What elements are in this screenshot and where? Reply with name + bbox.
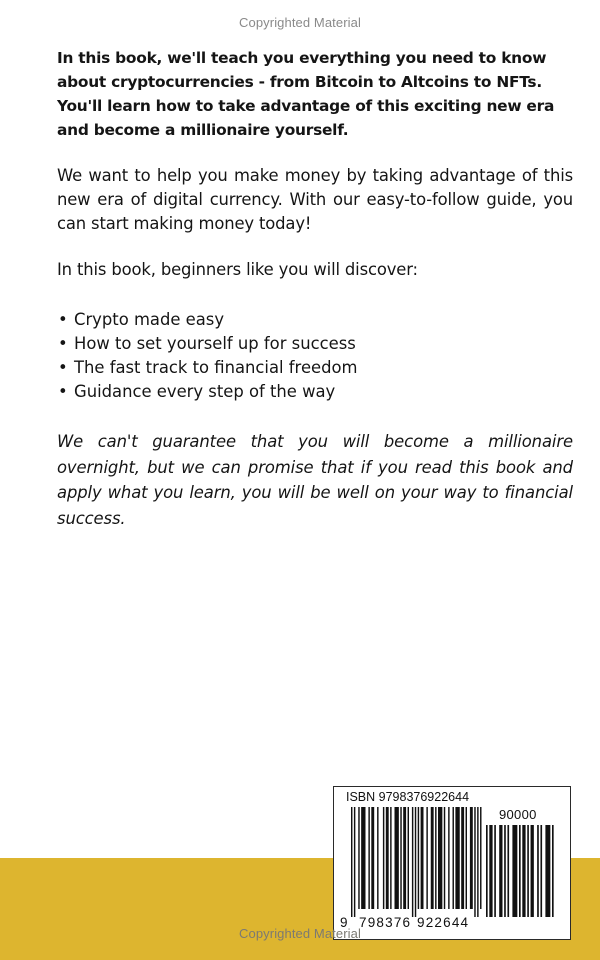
barcode-bar <box>466 807 467 909</box>
discover-paragraph: In this book, beginners like you will discover: <box>57 260 418 279</box>
barcode-bar <box>552 825 554 917</box>
help-paragraph: We want to help you make money by taking advantage of this new era of digital currency. With our easy-to-follow guide, you can start making money today! <box>57 166 573 233</box>
barcode-bar <box>512 825 517 917</box>
barcode-bar <box>474 807 475 917</box>
barcode-bar <box>361 807 365 909</box>
barcode-right-digits: 922644 <box>417 915 470 930</box>
blurb-content <box>57 46 573 531</box>
barcode-bar <box>507 825 509 917</box>
barcode-bar <box>421 807 424 909</box>
barcode-bar <box>431 807 434 909</box>
barcode-bar <box>426 807 427 909</box>
barcode-bar <box>354 807 355 917</box>
price-code: 90000 <box>499 807 537 822</box>
barcode-bar <box>480 807 481 909</box>
barcode-bar <box>444 807 445 909</box>
barcode-bar <box>504 825 506 917</box>
bullet-icon: • <box>58 334 68 353</box>
barcode-bar <box>477 807 478 917</box>
barcode-bar <box>531 825 534 917</box>
barcode-bar <box>448 807 449 909</box>
barcode-bar <box>545 825 550 917</box>
barcode-bar <box>415 807 416 917</box>
list-item: • Guidance every step of the way <box>57 380 573 404</box>
benefit-list <box>57 308 573 404</box>
intro-paragraph: In this book, we'll teach you everything you need to know about cryptocurrencies - from Bitcoin to Altcoins to NFTs. You'll learn how to take advantage of this exciting new era and become a millionaire yourself. <box>57 49 555 139</box>
barcode-bar <box>351 807 352 917</box>
list-item: • How to set yourself up for success <box>57 332 573 356</box>
barcode-bar <box>494 825 496 917</box>
barcode-bar <box>400 807 401 909</box>
closing-paragraph: We can't guarantee that you will become a millionaire overnight, but we can promise that if you read this book and apply what you learn, you will be well on your way to financial success. <box>57 432 573 528</box>
barcode-bar <box>412 807 413 917</box>
barcode-bar <box>486 825 488 917</box>
barcode-bar <box>453 807 454 909</box>
isbn-number: ISBN 9798376922644 <box>346 790 470 804</box>
barcode-bar <box>358 807 359 909</box>
copyright-watermark-top: Copyrighted Material <box>239 15 361 30</box>
barcode-bar <box>519 825 521 917</box>
barcode-left-digits: 798376 <box>359 915 412 930</box>
barcode-bar <box>390 807 391 909</box>
bullet-icon: • <box>58 382 68 401</box>
isbn-barcode <box>333 786 571 940</box>
barcode-bar <box>383 807 384 909</box>
bullet-icon: • <box>58 358 68 377</box>
barcode-bar <box>499 825 502 917</box>
barcode-bar <box>461 807 464 909</box>
addon-barcode-bars <box>486 825 558 917</box>
barcode-bar <box>489 825 492 917</box>
barcode-bar <box>438 807 442 909</box>
bullet-icon: • <box>58 310 68 329</box>
copyright-watermark-bottom: Copyrighted Material <box>239 926 361 941</box>
barcode-bar <box>470 807 473 909</box>
barcode-bar <box>403 807 406 909</box>
barcode-bar <box>527 825 529 917</box>
list-item: • Crypto made easy <box>57 308 573 332</box>
list-item: • The fast track to financial freedom <box>57 356 573 380</box>
barcode-bar <box>368 807 369 909</box>
barcode-bar <box>395 807 399 909</box>
barcode-bar <box>386 807 389 909</box>
barcode-bar <box>418 807 419 909</box>
barcode-bar <box>522 825 525 917</box>
barcode-bar <box>540 825 542 917</box>
barcode-bar <box>537 825 539 917</box>
barcode-bar <box>435 807 436 909</box>
barcode-bar <box>377 807 378 909</box>
barcode-bar <box>408 807 409 909</box>
barcode-bars <box>351 807 483 917</box>
barcode-bar <box>371 807 374 909</box>
barcode-bar <box>455 807 459 909</box>
barcode-lead-digit: 9 <box>340 915 348 930</box>
